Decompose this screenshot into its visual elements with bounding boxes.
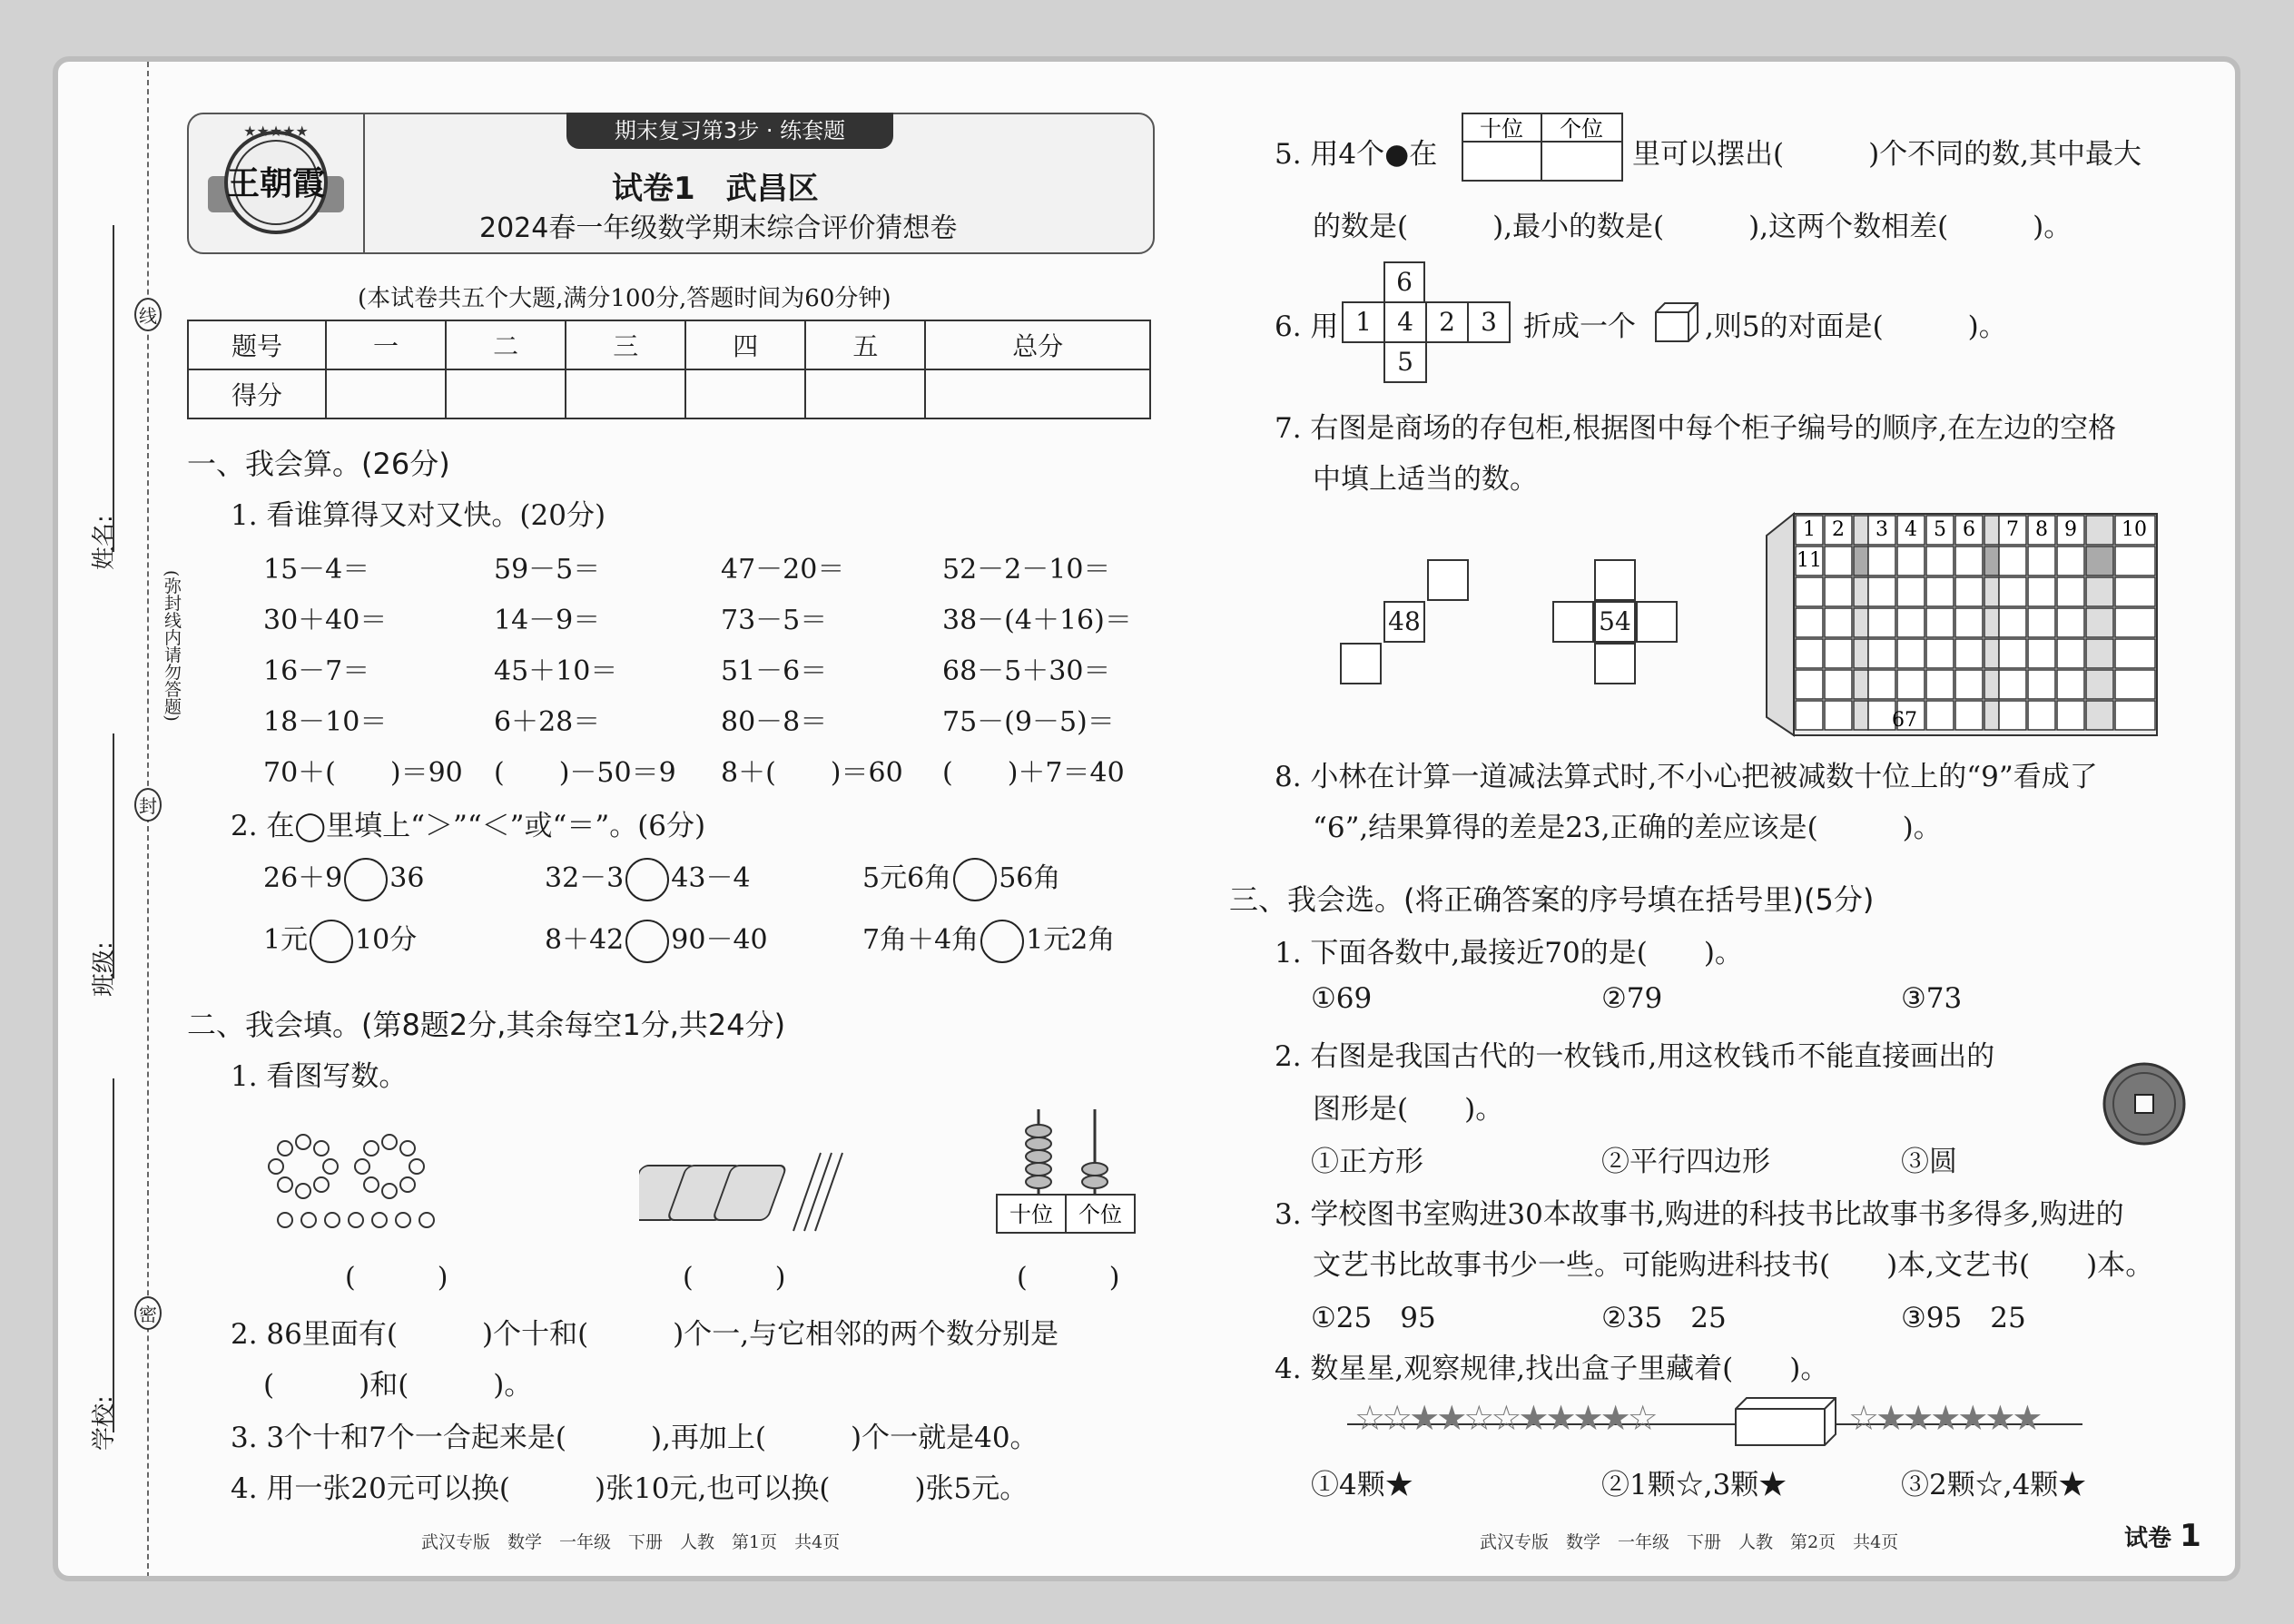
locker-divider — [1854, 639, 1868, 668]
s1-q2: 2. 在◯里填上“＞”“＜”或“＝”。(6分) — [231, 810, 706, 842]
locker-cell — [1897, 577, 1925, 606]
calc-item: ( )＋7＝40 — [942, 757, 1125, 789]
locker-divider — [1854, 701, 1868, 730]
locker-divider — [1984, 516, 1999, 545]
compare-item — [545, 917, 768, 963]
calc-item: 38－(4＋16)＝ — [942, 605, 1132, 636]
locker-cell — [1955, 577, 1983, 606]
s3-q2-option: ③圆 — [1901, 1146, 1957, 1178]
s2-q5-line1b: 里可以摆出( )个不同的数,其中最大 — [1632, 138, 2142, 171]
single-beads-icon — [278, 1213, 434, 1227]
score-header-cell: 四 — [685, 320, 805, 369]
school-line — [113, 1078, 114, 1432]
locker-cell — [1796, 639, 1823, 668]
locker-divider — [1984, 639, 1999, 668]
calc-item: 51－6＝ — [721, 655, 828, 687]
locker-divider — [2086, 577, 2113, 606]
s2-q1: 1. 看图写数。 — [231, 1060, 408, 1093]
s3-q2-line1: 2. 右图是我国古代的一枚钱币,用这枚钱币不能直接画出的 — [1275, 1040, 1995, 1073]
locker-divider — [1984, 701, 1999, 730]
locker-divider — [2086, 516, 2113, 545]
locker-divider — [2086, 608, 2113, 637]
locker-divider — [1854, 608, 1868, 637]
calc-item: 16－7＝ — [263, 655, 370, 687]
locker-divider — [1984, 670, 1999, 699]
s3-q2-option: ①正方形 — [1311, 1146, 1423, 1178]
locker-cell — [1926, 701, 1954, 730]
calc-item: 68－5＋30＝ — [942, 655, 1111, 687]
locker-divider — [1854, 670, 1868, 699]
calc-item: 73－5＝ — [721, 605, 828, 636]
locker-blank[interactable] — [1594, 643, 1636, 684]
s3-q3-option: ③95 25 — [1901, 1302, 2026, 1334]
score-table — [187, 320, 1151, 419]
calc-item: 15－4＝ — [263, 554, 370, 586]
cube-net-cell: 3 — [1467, 301, 1511, 343]
answer-blank[interactable]: ( ) — [1017, 1262, 1120, 1294]
locker-cell — [1897, 608, 1925, 637]
locker-divider — [2086, 701, 2113, 730]
locker-cell — [1999, 670, 2026, 699]
calc-item: 8＋( )＝60 — [721, 757, 903, 789]
calc-item: 70＋( )＝90 — [263, 757, 463, 789]
class-label: 班级: — [91, 941, 118, 997]
abacus-icon — [993, 1106, 1138, 1242]
score-cell[interactable] — [685, 369, 805, 418]
locker-cell — [1825, 577, 1852, 606]
s3-q2-option: ②平行四边形 — [1601, 1146, 1770, 1178]
locker-cell — [1825, 639, 1852, 668]
calc-item: 45＋10＝ — [494, 655, 618, 687]
compare-left: 1元 — [263, 924, 309, 956]
bead-ring-icon — [269, 1135, 338, 1198]
binding-line — [147, 62, 149, 1581]
locker-cell — [2057, 546, 2084, 576]
locker-num: 8 — [2035, 518, 2048, 541]
calc-item: 52－2－10＝ — [942, 554, 1111, 586]
score-row-label: 得分 — [188, 369, 326, 418]
locker-cell — [1868, 639, 1895, 668]
locker-cell — [1868, 608, 1895, 637]
compare-right: 90－40 — [671, 924, 768, 956]
stars-right: ☆★★★★★★ — [1848, 1398, 2040, 1438]
locker-cell — [2115, 546, 2155, 576]
footer-right: 武汉专版 数学 一年级 下册 人教 第2页 共4页 — [1480, 1532, 1899, 1552]
footer-left: 武汉专版 数学 一年级 下册 人教 第1页 共4页 — [421, 1532, 841, 1552]
locker-cell — [2115, 608, 2155, 637]
locker-divider — [1984, 608, 1999, 637]
locker-num: 4 — [1905, 518, 1917, 541]
seal-char: 封 — [134, 788, 162, 822]
ancient-coin-icon — [2101, 1060, 2188, 1147]
compare-item — [263, 917, 417, 963]
s1-q1: 1. 看谁算得又对又快。(20分) — [231, 499, 606, 532]
sticks-bundle-icon — [639, 1147, 866, 1238]
answer-blank[interactable]: ( ) — [345, 1262, 448, 1294]
locker-cell — [1796, 608, 1823, 637]
calc-item: 80－8＝ — [721, 706, 828, 738]
locker-num: 3 — [1876, 518, 1888, 541]
locker-cell — [1955, 670, 1983, 699]
s2-q3: 3. 3个十和7个一合起来是( ),再加上( )个一就是40。 — [231, 1422, 1039, 1454]
locker-blank[interactable] — [1636, 601, 1678, 643]
locker-cell — [2028, 608, 2055, 637]
score-table-row — [188, 369, 1150, 418]
s3-q1: 1. 下面各数中,最接近70的是( )。 — [1275, 937, 1743, 969]
compare-left: 32－3 — [545, 862, 625, 894]
locker-num: 7 — [2006, 518, 2019, 541]
s2-q2-line2: ( )和( )。 — [263, 1369, 533, 1402]
score-header-cell: 三 — [566, 320, 685, 369]
locker-cell — [1999, 639, 2026, 668]
s3-q4-option: ①4颗★ — [1311, 1469, 1413, 1501]
logo-seal-icon — [203, 123, 349, 241]
s3-q1-option: ①69 — [1311, 982, 1373, 1015]
score-header-cell: 总分 — [925, 320, 1150, 369]
locker-cell — [2028, 577, 2055, 606]
locker-divider — [1854, 546, 1868, 576]
locker-cell — [2115, 577, 2155, 606]
svg-text:★★★★★: ★★★★★ — [243, 123, 309, 140]
locker-cell — [1897, 639, 1925, 668]
compare-left: 7角＋4角 — [862, 924, 980, 956]
locker-cell — [1955, 639, 1983, 668]
header-divider — [363, 113, 365, 252]
locker-divider — [1854, 516, 1868, 545]
locker-cell — [1926, 639, 1954, 668]
compare-circle[interactable] — [625, 858, 669, 901]
compare-circle[interactable] — [310, 920, 353, 963]
locker-cell — [1955, 546, 1983, 576]
class-line — [113, 733, 114, 979]
locker-cell — [1897, 670, 1925, 699]
compare-circle[interactable] — [980, 920, 1024, 963]
cube-net-cell: 2 — [1425, 301, 1469, 343]
locker-cell — [1796, 670, 1823, 699]
locker-cell — [2057, 577, 2084, 606]
locker-num: 6 — [1963, 518, 1975, 541]
locker-cell — [1868, 546, 1895, 576]
s3-q4-option: ②1颗☆,3颗★ — [1601, 1469, 1787, 1501]
compare-left: 26＋9 — [263, 862, 343, 894]
locker-divider — [1984, 577, 1999, 606]
cube-icon — [1652, 300, 1701, 345]
s3-q1-option: ②79 — [1601, 982, 1663, 1015]
section1-title: 一、我会算。(26分) — [187, 447, 450, 481]
compare-right: 36 — [389, 862, 425, 894]
locker-cell — [1926, 608, 1954, 637]
s2-q8-line2: “6”,结果算得的差是23,正确的差应该是( )。 — [1313, 812, 1942, 844]
compare-right: 43－4 — [671, 862, 751, 894]
banner — [566, 113, 893, 149]
cube-net-cell: 1 — [1342, 301, 1385, 343]
locker-cell — [2028, 701, 2055, 730]
locker-cell — [1868, 670, 1895, 699]
compare-item — [862, 855, 1060, 901]
calc-item: 6＋28＝ — [494, 706, 601, 738]
locker-cell — [1999, 701, 2026, 730]
locker-num: 2 — [1832, 518, 1845, 541]
calc-item: 75－(9－5)＝ — [942, 706, 1115, 738]
s3-q3-line2: 文艺书比故事书少一些。可能购进科技书( )本,文艺书( )本。 — [1313, 1249, 2154, 1282]
score-cell[interactable] — [566, 369, 685, 418]
s2-q8-line1: 8. 小林在计算一道减法算式时,不小心把被减数十位上的“9”看成了 — [1275, 761, 2098, 793]
score-cell[interactable] — [805, 369, 925, 418]
paper-subtitle: 2024春一年级数学期末综合评价猜想卷 — [479, 212, 958, 244]
s2-q5-line1a: 5. 用4个●在 — [1275, 138, 1438, 171]
compare-item — [862, 917, 1115, 963]
calc-item: 59－5＝ — [494, 554, 601, 586]
compare-right: 10分 — [355, 924, 418, 956]
no-answer-notice: (弥封线内请勿答题) — [160, 570, 184, 722]
compare-item — [263, 855, 424, 901]
paper-number: 1 — [2180, 1518, 2201, 1554]
locker-blank[interactable] — [1594, 559, 1636, 601]
beads-picture — [267, 1133, 448, 1233]
abacus-ones-label: 个位 — [1078, 1202, 1122, 1227]
s3-q3-option: ②35 25 — [1601, 1302, 1727, 1334]
s2-q6b: 折成一个 — [1523, 310, 1636, 343]
locker-cell — [1796, 577, 1823, 606]
exam-sheet — [53, 56, 2240, 1581]
locker-cell — [1825, 701, 1852, 730]
locker-cell — [2057, 701, 2084, 730]
s3-q3-line1: 3. 学校图书室购进30本故事书,购进的科技书比故事书多得多,购进的 — [1275, 1198, 2124, 1231]
compare-circle[interactable] — [344, 858, 388, 901]
s3-q4: 4. 数星星,观察规律,找出盒子里藏着( )。 — [1275, 1353, 1829, 1385]
locker-48: 48 — [1383, 601, 1425, 643]
locker-cell — [2115, 639, 2155, 668]
s3-q2-line2: 图形是( )。 — [1313, 1093, 1504, 1126]
score-cell[interactable] — [446, 369, 566, 418]
calc-item: ( )－50＝9 — [494, 757, 676, 789]
cube-net-cell: 5 — [1383, 341, 1427, 383]
locker-cell — [2057, 670, 2084, 699]
score-header-cell: 五 — [805, 320, 925, 369]
compare-circle[interactable] — [625, 920, 669, 963]
calc-item: 18－10＝ — [263, 706, 388, 738]
score-cell[interactable] — [326, 369, 446, 418]
answer-blank[interactable]: ( ) — [683, 1262, 786, 1294]
locker-blank[interactable] — [1340, 643, 1382, 684]
cube-net-cell: 6 — [1383, 261, 1425, 303]
locker-cell — [1999, 577, 2026, 606]
s2-q4: 4. 用一张20元可以换( )张10元,也可以换( )张5元。 — [231, 1472, 1029, 1505]
score-header-cell: 题号 — [188, 320, 326, 369]
section2-title: 二、我会填。(第8题2分,其余每空1分,共24分) — [187, 1008, 786, 1042]
locker-cabinet — [1763, 508, 2162, 744]
locker-blank[interactable] — [1552, 601, 1594, 643]
locker-grid — [1796, 516, 2155, 730]
exam-note: (本试卷共五个大题,满分100分,答题时间为60分钟) — [358, 285, 891, 312]
name-label: 姓名: — [91, 515, 118, 570]
s3-q4-option: ③2颗☆,4颗★ — [1901, 1469, 2087, 1501]
s2-q6a: 6. 用 — [1275, 310, 1339, 343]
calc-item: 47－20＝ — [721, 554, 845, 586]
locker-cell — [1825, 608, 1852, 637]
s2-q7-line2: 中填上适当的数。 — [1313, 463, 1538, 496]
compare-right: 56角 — [999, 862, 1061, 894]
locker-cell — [1926, 670, 1954, 699]
place-value-chart — [1462, 113, 1625, 183]
s2-q6c: ,则5的对面是( )。 — [1705, 310, 2007, 343]
locker-cell — [1926, 577, 1954, 606]
locker-cell — [2115, 701, 2155, 730]
locker-num: 5 — [1934, 518, 1946, 541]
hidden-box-icon — [1734, 1396, 1839, 1447]
locker-11-label: 11 — [1797, 549, 1822, 572]
locker-67-label: 67 — [1892, 709, 1917, 732]
locker-cell — [1999, 546, 2026, 576]
locker-num: 10 — [2122, 518, 2147, 541]
calc-item: 14－9＝ — [494, 605, 601, 636]
paper-tag-label: 试卷 — [2124, 1525, 2172, 1552]
line-char: 线 — [134, 298, 162, 331]
locker-cell — [2028, 639, 2055, 668]
paper-title: 试卷1 武昌区 — [612, 171, 819, 207]
locker-blank[interactable] — [1427, 559, 1469, 601]
calc-item: 30＋40＝ — [263, 605, 388, 636]
locker-divider — [1854, 577, 1868, 606]
compare-left: 5元6角 — [862, 862, 952, 894]
locker-cell — [1825, 546, 1852, 576]
locker-cell — [1955, 701, 1983, 730]
locker-divider — [1984, 546, 1999, 576]
locker-cell — [1955, 608, 1983, 637]
s3-q3-option: ①25 95 — [1311, 1302, 1436, 1334]
cube-net-cell: 4 — [1383, 301, 1427, 343]
score-header-cell: 一 — [326, 320, 446, 369]
locker-cell — [1999, 608, 2026, 637]
abacus-tens-label: 十位 — [1009, 1202, 1053, 1227]
locker-cell — [2028, 670, 2055, 699]
stars-left: ☆☆★★☆☆★★★★☆ — [1354, 1398, 1655, 1438]
locker-cell — [2115, 670, 2155, 699]
compare-item — [545, 855, 751, 901]
s2-q7-line1: 7. 右图是商场的存包柜,根据图中每个柜子编号的顺序,在左边的空格 — [1275, 412, 2117, 445]
score-cell[interactable] — [925, 369, 1150, 418]
s3-q1-option: ③73 — [1901, 982, 1963, 1015]
locker-cell — [2028, 546, 2055, 576]
bead-ring-icon — [355, 1135, 424, 1198]
section3-title: 三、我会选。(将正确答案的序号填在括号里)(5分) — [1229, 882, 1875, 917]
compare-right: 1元2角 — [1026, 924, 1116, 956]
locker-cell — [2057, 639, 2084, 668]
locker-num: 1 — [1803, 518, 1816, 541]
locker-cell — [1796, 701, 1823, 730]
secret-char: 密 — [134, 1296, 162, 1330]
score-table-header-row — [188, 320, 1150, 369]
logo-text: 王朝霞 — [226, 164, 326, 202]
locker-cell — [2057, 608, 2084, 637]
name-line — [113, 225, 114, 552]
locker-num: 9 — [2064, 518, 2077, 541]
locker-cell — [1926, 546, 1954, 576]
logo-badge — [203, 123, 349, 241]
score-header-cell: 二 — [446, 320, 566, 369]
s2-q2-line1: 2. 86里面有( )个十和( )个一,与它相邻的两个数分别是 — [231, 1318, 1059, 1351]
s2-q5-line2: 的数是( ),最小的数是( ),这两个数相差( )。 — [1313, 211, 2072, 243]
pv-tens-label: 十位 — [1480, 116, 1523, 142]
locker-divider — [2086, 639, 2113, 668]
compare-left: 8＋42 — [545, 924, 625, 956]
locker-54: 54 — [1594, 601, 1636, 643]
compare-circle[interactable] — [953, 858, 997, 901]
locker-cell — [1868, 577, 1895, 606]
locker-cell — [1897, 546, 1925, 576]
locker-divider — [2086, 670, 2113, 699]
banner-text: 期末复习第3步 · 练套题 — [614, 118, 846, 143]
paper-tag — [2124, 1518, 2201, 1554]
locker-cell — [1825, 670, 1852, 699]
locker-divider — [2086, 546, 2113, 576]
school-label: 学校: — [91, 1395, 118, 1451]
pv-ones-label: 个位 — [1560, 116, 1603, 142]
